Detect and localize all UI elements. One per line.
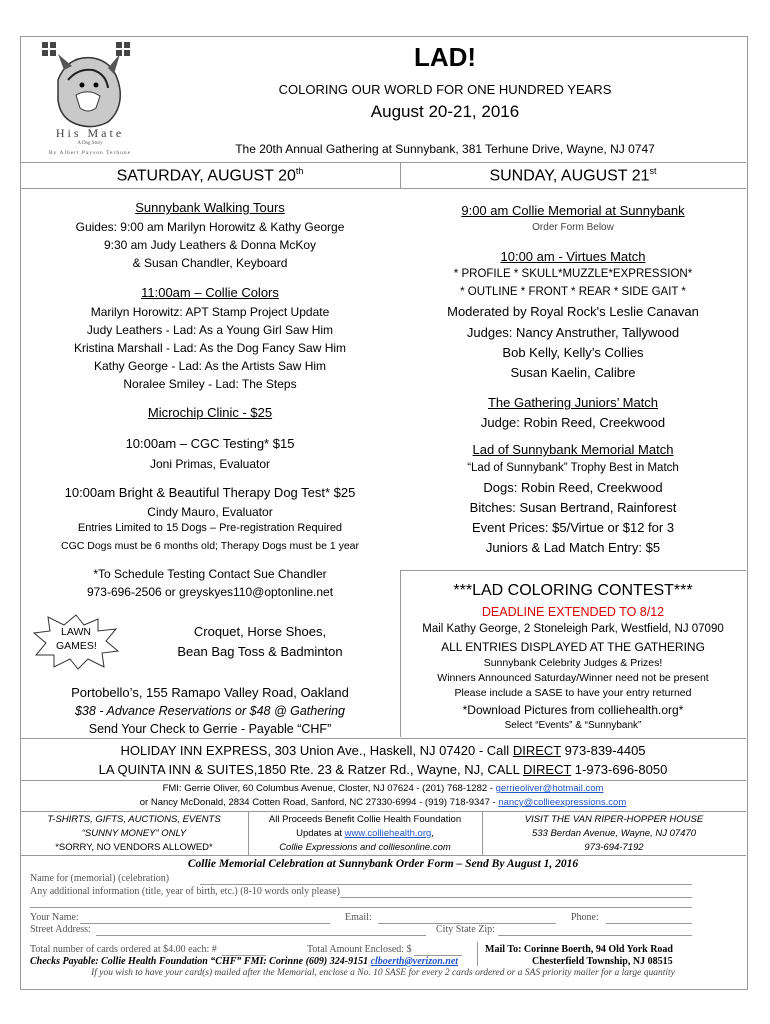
contest-line: ALL ENTRIES DISPLAYED AT THE GATHERING [441,640,705,654]
book-title: His Mate [55,126,125,140]
lad-line: Bitches: Susan Bertrand, Rainforest [469,500,677,515]
order-form-title: Collie Memorial Celebration at Sunnybank Order Form – Send By August 1, 2016 [187,858,579,870]
book-author: By Albert Payson Terhune [48,150,132,156]
mid-col-line: All Proceeds Benefit Collie Health Foundation [268,814,462,825]
lad-match-title: Lad of Sunnybank Memorial Match [472,442,674,457]
colliehealth-link[interactable]: www.colliehealth.org [344,828,432,839]
phone-label: Phone: [571,912,599,923]
street-field[interactable] [96,923,426,936]
microchip-clinic: Microchip Clinic - $25 [147,405,273,420]
virtues-line: Bob Kelly, Kelly’s Collies [502,345,644,360]
lad-line: Event Prices: $5/Virtue or $12 for 3 [471,520,675,535]
therapy-note: CGC Dogs must be 6 months old; Therapy Dogs must be 1 year [60,540,360,552]
therapy-title: 10:00am Bright & Beautiful Therapy Dog Test* $25 [64,485,356,500]
walking-line: 9:30 am Judy Leathers & Donna McKoy [103,238,317,252]
walking-line: Guides: 9:00 am Marilyn Horowitz & Kathy George [75,220,345,234]
city-label: City State Zip: [436,924,495,935]
corinne-email-link[interactable]: clboerth@verizon.net [370,956,459,967]
total-label: Total Amount Enclosed: $ [307,944,412,955]
sunday-heading: SUNDAY, AUGUST 21st [489,166,657,185]
walking-line: & Susan Chandler, Keyboard [132,256,288,270]
lad-line: Dogs: Robin Reed, Creekwood [483,480,663,495]
dinner-line-1: Portobello’s, 155 Ramapo Valley Road, Oakland [71,685,349,700]
left-col-line: *SORRY, NO VENDORS ALLOWED* [55,842,213,853]
right-col-line: VISIT THE VAN RIPER-HOPPER HOUSE [524,814,704,825]
virtues-title: 10:00 am - Virtues Match [500,249,646,264]
virtues-line: * PROFILE * SKULL*MUZZLE*EXPRESSION* [453,268,693,280]
chesterfield: Chesterfield Township, NJ 08515 [532,956,673,967]
city-field[interactable] [498,923,692,936]
lad-line: Juniors & Lad Match Entry: $5 [485,540,661,555]
footer-note: If you wish to have your card(s) mailed after the Memorial, enclose a No. 10 SASE for every 2 cards ordered or a SAS priority mailer for a large quantity [91,968,675,978]
your-name-label: Your Name: [30,912,79,923]
lawn-games-badge [32,613,120,671]
mail-to: Mail To: Corinne Boerth, 94 Old York Road [485,944,673,955]
contest-line: Mail Kathy George, 2 Stoneleigh Park, Westfield, NJ 07090 [422,623,724,635]
contest-line: *Download Pictures from colliehealth.org* [462,703,684,717]
page-title: LAD! [413,42,477,72]
dinner-line-2: $38 - Advance Reservations or $48 @ Gathering [74,704,345,718]
checks-payable: Checks Payable: Collie Health Foundation “CHF” FMI: Corinne (609) 324-9151 clboerth@verizon.net [30,956,459,967]
right-col-line: 973-694-7192 [584,842,644,853]
gerrie-email-link[interactable]: gerrieoliver@hotmail.com [495,783,604,794]
email-label: Email: [345,912,372,923]
juniors-title: The Gathering Juniors’ Match [487,395,659,410]
subtitle: COLORING OUR WORLD FOR ONE HUNDRED YEARS [278,82,612,97]
fmi-line-2: or Nancy McDonald, 2834 Cotten Road, Sanford, NC 27330-6994 - (919) 718-9347 - nancy@collieexpressions.com [139,797,627,808]
therapy-entries: Entries Limited to 15 Dogs – Pre-registration Required [77,522,343,534]
colors-line: Marilyn Horowitz: APT Stamp Project Update [90,305,330,319]
dinner-line-3: Send Your Check to Gerrie - Payable “CHF” [88,722,332,736]
therapy-evaluator: Cindy Mauro, Evaluator [147,505,273,519]
left-col-line: T-SHIRTS, GIFTS, AUCTIONS, EVENTS [47,814,221,825]
collie-colors-title: 11:00am – Collie Colors [141,285,279,300]
hotel-2: LA QUINTA INN & SUITES,1850 Rte. 23 & Ratzer Rd., Wayne, NJ, CALL DIRECT 1-973-696-8050 [98,762,668,777]
venue: The 20th Annual Gathering at Sunnybank, 381 Terhune Drive, Wayne, NJ 0747 [235,142,655,156]
schedule-contact-phone: 973-696-2506 or greyskyes110@optonline.net [86,585,334,599]
juniors-judge: Judge: Robin Reed, Creekwood [480,415,666,430]
virtues-line: Moderated by Royal Rock's Leslie Canavan [447,304,699,319]
total-field[interactable] [414,943,462,956]
colors-line: Kristina Marshall - Lad: As the Dog Fancy Saw Him [73,341,347,355]
contest-line: Please include a SASE to have your entry returned [454,687,692,699]
saturday-heading: SATURDAY, AUGUST 20th [116,166,304,185]
memorial-title: 9:00 am Collie Memorial at Sunnybank [461,203,685,218]
fmi-line-1: FMI: Gerrie Oliver, 60 Columbus Avenue, Closter, NJ 07624 - (201) 768-1282 - gerrieoliver@hotmail.com [162,783,604,794]
contest-line: Winners Announced Saturday/Winner need not be present [437,672,709,684]
virtues-line: * OUTLINE * FRONT * REAR * SIDE GAIT * [460,286,686,298]
right-col-line: 533 Berdan Avenue, Wayne, NJ 07470 [531,828,697,839]
colors-line: Noralee Smiley - Lad: The Steps [123,377,297,391]
games-line-2: Bean Bag Toss & Badminton [177,644,343,659]
virtues-line: Susan Kaelin, Calibre [510,365,636,380]
schedule-contact: *To Schedule Testing Contact Sue Chandler [93,567,327,581]
hotel-1: HOLIDAY INN EXPRESS, 303 Union Ave., Haskell, NJ 07420 - Call DIRECT 973-839-4405 [120,743,646,758]
contest-line: Select “Events” & “Sunnybank” [504,720,642,731]
memorial-name-field[interactable] [200,872,692,885]
games-line-1: Croquet, Horse Shoes, [193,624,327,639]
contest-title: ***LAD COLORING CONTEST*** [453,582,693,599]
contest-deadline: DEADLINE EXTENDED TO 8/12 [481,605,665,619]
walking-tours-title: Sunnybank Walking Tours [135,200,285,215]
nancy-email-link[interactable]: nancy@collieexpressions.com [498,797,627,808]
cgc-evaluator: Joni Primas, Evaluator [149,457,271,471]
lawn-games-label: LAWN GAMES! [56,626,97,652]
contest-line: Sunnybank Celebrity Judges & Prizes! [483,657,663,669]
event-dates: August 20-21, 2016 [370,102,520,121]
book-tag: A Dog Story [77,141,103,146]
mid-col-line: Collie Expressions and colliesonline.com [279,842,451,853]
additional-info-label: Any additional information (title, year of birth, etc.) (8-10 words only please) [30,886,340,897]
virtues-line: Judges: Nancy Anstruther, Tallywood [466,325,680,340]
cards-field[interactable] [222,943,266,956]
additional-info-field-2[interactable] [30,897,692,908]
memorial-sub: Order Form Below [532,222,614,233]
cards-label: Total number of cards ordered at $4.00 each: # [30,944,217,955]
mid-col-line: Updates at www.colliehealth.org, [296,828,434,839]
colors-line: Kathy George - Lad: As the Artists Saw Him [93,359,327,373]
memorial-name-label: Name for (memorial) (celebration) [30,873,170,884]
colors-line: Judy Leathers - Lad: As a Young Girl Saw Him [86,323,334,337]
lad-match-sub: “Lad of Sunnybank” Trophy Best in Match [467,462,679,474]
left-col-line: “SUNNY MONEY” ONLY [81,828,187,839]
cgc-title: 10:00am – CGC Testing* $15 [125,436,295,451]
street-label: Street Address: [30,924,91,935]
